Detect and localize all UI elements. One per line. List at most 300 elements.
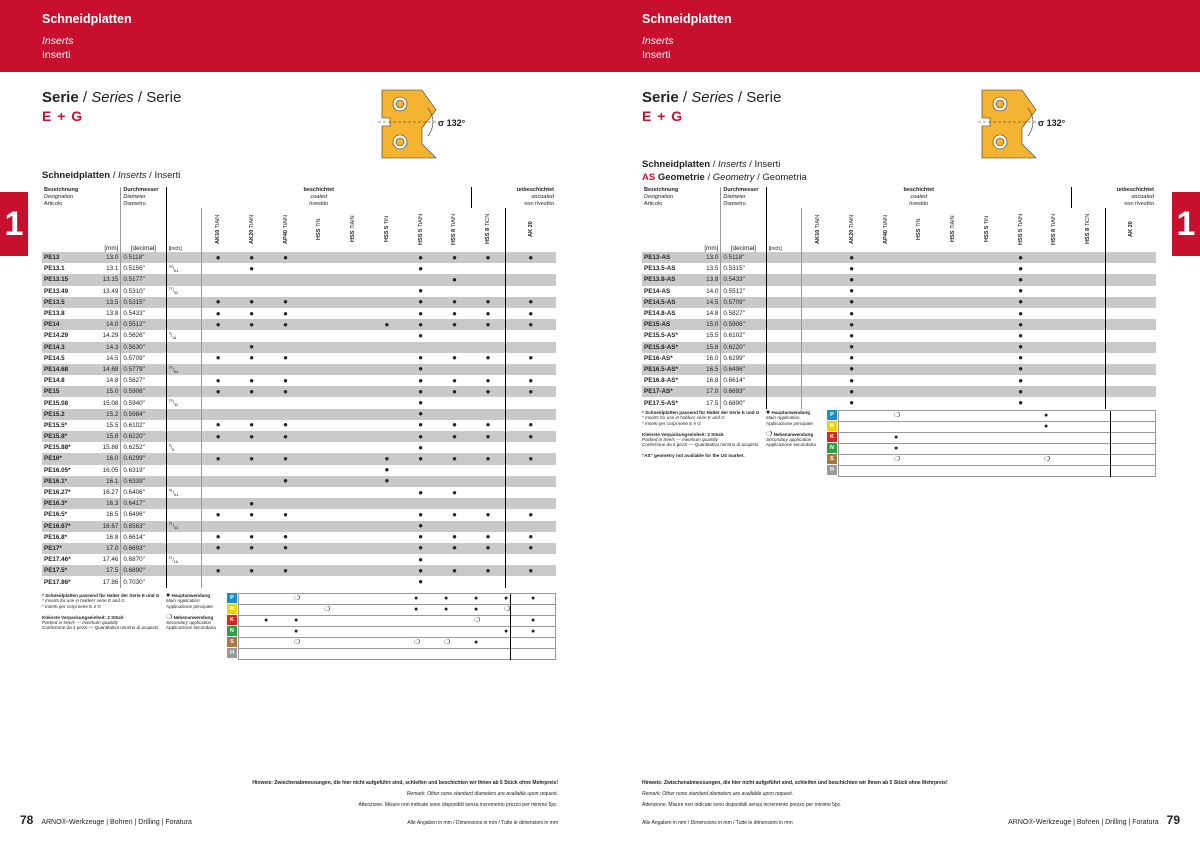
- geometry-de: Geometrie: [657, 172, 705, 183]
- hint-en: Remark: Other none standard diameters are available upon request.: [406, 791, 558, 797]
- subtitle-de: Schneidplatten: [42, 170, 111, 181]
- availability-cell: [269, 286, 303, 297]
- diameter-inch: [166, 319, 201, 330]
- availability-cell: [835, 308, 869, 319]
- availability-cell: [1105, 353, 1156, 364]
- availability-cell: [471, 286, 505, 297]
- availability-cell: [404, 465, 438, 476]
- availability-cell: [404, 431, 438, 442]
- article-code: PE13.8: [44, 310, 65, 318]
- availability-cell: [302, 319, 336, 330]
- diameter-decimal: 0.6220": [121, 431, 166, 442]
- availability-cell: [1038, 364, 1072, 375]
- diameter-mm: 13.8: [106, 310, 119, 318]
- availability-cell: [302, 330, 336, 341]
- availability-cell: [869, 330, 903, 341]
- availability-cell: [302, 252, 336, 263]
- diameter-inch: [166, 543, 201, 554]
- article-code: PE17.86*: [44, 578, 71, 586]
- available-dot: ●: [849, 353, 855, 363]
- availability-cell: [370, 476, 404, 487]
- banner-title: Schneidplatten: [42, 12, 132, 26]
- availability-cell: [302, 386, 336, 397]
- availability-cell: [404, 375, 438, 386]
- col-head-5: HSS 5 TiN: [383, 215, 390, 243]
- availability-cell: [269, 330, 303, 341]
- diameter-mm: 14.0: [706, 287, 719, 295]
- availability-cell: [1004, 386, 1038, 397]
- availability-cell: [869, 375, 903, 386]
- article-code: PE16*: [42, 453, 87, 464]
- diameter-mm: 14.5: [106, 354, 119, 362]
- availability-cell: [302, 576, 336, 587]
- availability-cell: [370, 431, 404, 442]
- availability-cell: [235, 554, 269, 565]
- availability-cell: [269, 554, 303, 565]
- article-code: PE17.46*: [44, 556, 71, 564]
- diameter-inch: [166, 509, 201, 520]
- available-dot: ●: [485, 252, 491, 262]
- diameter-mm: 14.0: [87, 319, 121, 330]
- availability-cell: [835, 353, 869, 364]
- availability-cell: [370, 386, 404, 397]
- availability-cell: [404, 409, 438, 420]
- availability-cell: [370, 364, 404, 375]
- availability-cell: [302, 409, 336, 420]
- available-dot: ●: [418, 375, 424, 385]
- col-head-7: HSS 8 TiAlN: [1051, 213, 1058, 245]
- available-dot: ●: [1018, 252, 1024, 262]
- available-dot: ●: [485, 319, 491, 329]
- col-diameter: Durchmesser Diameter Diametro: [721, 187, 766, 208]
- availability-cell: [404, 543, 438, 554]
- diameter-mm: 16.8: [106, 533, 119, 541]
- series-sep: /: [682, 89, 688, 106]
- availability-cell: [835, 397, 869, 408]
- available-dot: ●: [215, 453, 221, 463]
- article-code: PE15.5*: [44, 421, 68, 429]
- availability-cell: [336, 453, 370, 464]
- availability-cell: [269, 375, 303, 386]
- diameter-decimal: 0.5779": [121, 364, 166, 375]
- unit-decimal: [decimal]: [721, 208, 766, 252]
- availability-cell: [269, 263, 303, 274]
- availability-cell: [269, 565, 303, 576]
- availability-cell: [302, 308, 336, 319]
- available-dot: ●: [215, 252, 221, 262]
- unit-decimal: [decimal]: [121, 208, 166, 252]
- hint-de: Hinweis: Zwischenabmessungen, die hier nicht aufgeführt sind, schleifen und beschichten wir Ihnen ab 5 Stück ohne Mehrpreis!: [252, 780, 558, 786]
- available-dot: ●: [418, 409, 424, 419]
- availability-cell: [235, 308, 269, 319]
- availability-cell: [269, 353, 303, 364]
- diameter-mm: 16.0: [87, 453, 121, 464]
- article-code: PE16.27*: [44, 489, 71, 497]
- availability-cell: [336, 308, 370, 319]
- availability-cell: [201, 364, 235, 375]
- availability-cell: [404, 521, 438, 532]
- available-dot: ●: [418, 319, 424, 329]
- availability-cell: [302, 274, 336, 285]
- article-code: PE15-AS: [642, 319, 687, 330]
- article-code: PE16.1*: [42, 476, 87, 487]
- availability-cell: [1038, 274, 1072, 285]
- table-row: [642, 252, 1156, 263]
- chapter-tab: 1: [0, 192, 28, 256]
- availability-cell: [1004, 330, 1038, 341]
- availability-cell: [370, 375, 404, 386]
- availability-cell: [471, 274, 505, 285]
- availability-cell: [336, 319, 370, 330]
- availability-cell: [438, 397, 472, 408]
- availability-cell: [404, 319, 438, 330]
- diameter-decimal: 0.6406": [121, 487, 166, 498]
- material-code: K: [827, 432, 837, 442]
- availability-cell: [438, 498, 472, 509]
- availability-cell: [801, 330, 835, 341]
- article-code: PE16.8-AS*: [644, 377, 678, 385]
- available-dot: ●: [283, 386, 288, 396]
- available-dot: ●: [283, 420, 288, 430]
- available-dot: ●: [283, 353, 288, 363]
- available-dot: ●: [215, 420, 221, 430]
- table-row: [642, 319, 1156, 330]
- available-dot: ●: [452, 375, 457, 385]
- availability-cell: [201, 521, 235, 532]
- availability-cell: [302, 521, 336, 532]
- diameter-inch: [166, 453, 201, 464]
- availability-cell: [370, 420, 404, 431]
- diameter-mm: 14.5: [687, 297, 721, 308]
- availability-cell: [505, 319, 556, 330]
- availability-cell: [1038, 308, 1072, 319]
- availability-cell: [269, 498, 303, 509]
- available-dot: ●: [528, 375, 534, 385]
- availability-cell: [235, 375, 269, 386]
- angle-label: σ 132°: [438, 118, 466, 128]
- availability-cell: [302, 453, 336, 464]
- availability-cell: [970, 364, 1004, 375]
- article-code: PE15.88*: [44, 444, 71, 452]
- available-dot: ●: [418, 431, 424, 441]
- diameter-inch: [766, 308, 801, 319]
- available-dot: ●: [418, 286, 424, 296]
- availability-cell: [336, 286, 370, 297]
- table-row: [42, 543, 556, 554]
- article-code: PE13.15: [42, 274, 87, 285]
- legend-row: ● ● ❍ ●: [238, 616, 556, 627]
- available-dot: ●: [849, 252, 855, 262]
- table-row: [42, 319, 556, 330]
- available-dot: ●: [249, 252, 255, 262]
- table-row: [42, 297, 556, 308]
- article-code: PE15.2: [42, 409, 87, 420]
- diameter-inch: $^{41}/_{64}$: [166, 487, 201, 498]
- article-code: PE14-AS: [644, 287, 671, 295]
- available-dot: ●: [249, 532, 255, 542]
- availability-cell: [201, 554, 235, 565]
- availability-cell: [1105, 364, 1156, 375]
- available-dot: ●: [1018, 364, 1024, 374]
- material-code: H: [227, 648, 237, 658]
- available-dot: ●: [418, 453, 424, 463]
- available-dot: ●: [485, 509, 491, 519]
- available-dot: ●: [1018, 286, 1024, 296]
- availability-cell: [835, 297, 869, 308]
- availability-cell: [505, 532, 556, 543]
- banner-subtitle-en: Inserts: [642, 35, 674, 47]
- availability-cell: [1071, 353, 1105, 364]
- article-code: PE15.8-AS*: [642, 342, 687, 353]
- availability-cell: [869, 263, 903, 274]
- availability-cell: [505, 297, 556, 308]
- availability-cell: [471, 532, 505, 543]
- available-dot: ●: [418, 353, 424, 363]
- availability-cell: [235, 409, 269, 420]
- hint-en: Remark: Other none standard diameters are available upon request.: [642, 791, 794, 797]
- article-code: PE14: [42, 319, 87, 330]
- available-dot: ●: [849, 364, 855, 374]
- diameter-inch: [166, 431, 201, 442]
- availability-cell: [801, 252, 835, 263]
- availability-cell: [201, 532, 235, 543]
- availability-cell: [1071, 308, 1105, 319]
- availability-cell: [438, 543, 472, 554]
- availability-cell: [269, 543, 303, 554]
- availability-cell: [438, 330, 472, 341]
- col-head-0: AK10 TiAlN: [801, 208, 835, 252]
- diameter-inch: [766, 319, 801, 330]
- table-row: [42, 487, 556, 498]
- available-dot: ●: [283, 297, 288, 307]
- table-row: [42, 342, 556, 353]
- availability-cell: [471, 319, 505, 330]
- series-en: Series: [91, 89, 134, 106]
- availability-cell: [336, 465, 370, 476]
- availability-cell: [471, 465, 505, 476]
- diameter-decimal: 0.7030": [121, 576, 166, 587]
- diameter-mm: 17.0: [87, 543, 121, 554]
- availability-cell: [869, 286, 903, 297]
- availability-cell: [438, 554, 472, 565]
- diameter-mm: 16.5: [106, 511, 119, 519]
- article-code: PE17.5-AS*: [644, 399, 678, 407]
- hint-it: Attenzione. Misure non indicate sono disponibili senza incremento prezzo per minimo 5pc.: [642, 802, 842, 808]
- available-dot: ●: [1018, 308, 1024, 318]
- table-row: [42, 521, 556, 532]
- availability-cell: [269, 521, 303, 532]
- diameter-inch: [766, 375, 801, 386]
- availability-cell: [269, 509, 303, 520]
- availability-cell: [970, 274, 1004, 285]
- diameter-decimal: 0.5630": [121, 342, 166, 353]
- diameter-decimal: 0.5156": [121, 263, 166, 274]
- series-sep: /: [137, 89, 143, 106]
- subtitle-it: Inserti: [154, 170, 181, 181]
- availability-cell: [404, 252, 438, 263]
- availability-cell: [505, 364, 556, 375]
- banner-subtitle-en: Inserts: [42, 35, 74, 47]
- availability-cell: [336, 409, 370, 420]
- header-banner: [600, 0, 1200, 72]
- availability-cell: [1071, 375, 1105, 386]
- availability-cell: [336, 386, 370, 397]
- available-dot: ●: [849, 286, 855, 296]
- subtitle-en: Inserts: [718, 159, 747, 170]
- available-dot: ●: [418, 543, 424, 553]
- diameter-inch: [166, 420, 201, 431]
- availability-cell: [1105, 274, 1156, 285]
- availability-cell: [336, 364, 370, 375]
- available-dot: ●: [215, 509, 221, 519]
- availability-cell: [438, 521, 472, 532]
- legend-row: [238, 649, 556, 660]
- diameter-inch: [766, 342, 801, 353]
- availability-cell: [235, 386, 269, 397]
- availability-cell: [1038, 397, 1072, 408]
- table-row: [42, 576, 556, 587]
- diameter-mm: 16.27: [102, 489, 119, 497]
- availability-cell: [970, 297, 1004, 308]
- material-code: M: [827, 421, 837, 431]
- availability-cell: [970, 252, 1004, 263]
- available-dot: ●: [528, 543, 534, 553]
- table-row: [42, 476, 556, 487]
- availability-cell: [471, 576, 505, 587]
- availability-cell: [201, 342, 235, 353]
- footer-brand: ARNO®-Werkzeuge | Bohren | Drilling | Foratura: [41, 819, 192, 826]
- availability-cell: [970, 308, 1004, 319]
- availability-cell: [336, 509, 370, 520]
- availability-cell: [404, 308, 438, 319]
- availability-cell: [970, 386, 1004, 397]
- availability-cell: [370, 342, 404, 353]
- diameter-decimal: 0.6102": [121, 420, 166, 431]
- availability-cell: [370, 442, 404, 453]
- table-row: [42, 330, 556, 341]
- geometry-it: Geometria: [762, 172, 807, 183]
- availability-cell: [438, 420, 472, 431]
- diameter-inch: [766, 274, 801, 285]
- availability-cell: [235, 353, 269, 364]
- diameter-mm: 14.3: [87, 342, 121, 353]
- availability-cell: [801, 263, 835, 274]
- unit-mm: [mm]: [104, 245, 119, 252]
- availability-cell: [835, 286, 869, 297]
- available-dot: ●: [249, 297, 255, 307]
- article-code: PE14.8: [44, 377, 65, 385]
- table-row: [642, 397, 1156, 408]
- diameter-inch: [166, 409, 201, 420]
- availability-cell: [1038, 263, 1072, 274]
- diameter-decimal: 0.5709": [721, 297, 766, 308]
- availability-cell: [370, 397, 404, 408]
- series-it: Serie: [746, 89, 782, 106]
- available-dot: ●: [485, 532, 491, 542]
- diameter-mm: 15.8: [687, 342, 721, 353]
- availability-cell: [869, 308, 903, 319]
- availability-cell: [201, 274, 235, 285]
- availability-cell: [936, 319, 970, 330]
- diameter-mm: 13.0: [87, 252, 121, 263]
- available-dot: ●: [215, 375, 221, 385]
- available-dot: ●: [528, 532, 534, 542]
- availability-cell: [404, 565, 438, 576]
- availability-cell: [902, 330, 936, 341]
- available-dot: ●: [418, 330, 424, 340]
- availability-cell: [1105, 386, 1156, 397]
- availability-cell: [1038, 297, 1072, 308]
- availability-cell: [235, 509, 269, 520]
- availability-cell: [404, 532, 438, 543]
- available-dot: ●: [384, 453, 390, 463]
- available-dot: ●: [485, 375, 491, 385]
- series-de: Serie: [42, 89, 79, 106]
- availability-cell: [336, 442, 370, 453]
- diameter-decimal: 0.6693": [721, 386, 766, 397]
- availability-cell: [471, 476, 505, 487]
- availability-cell: [471, 397, 505, 408]
- available-dot: ●: [249, 431, 255, 441]
- available-dot: ●: [249, 420, 255, 430]
- availability-cell: [302, 532, 336, 543]
- left-legend: * Schneidplatten passend für Halter der Serie E und G * Inserts for use in holders serie E and G * Inserti per corpi serie E e G Kleinste Verpackungseinheit: 2 Stück Packed in tree/s — minimum quantity Confezione da 2 pezzi — Quantitativo minimo di acquisto ● Hauptanwendung Main Application Applicazione principale ❍ Nebenanwendung Secondary application Applicazione secondaria ❍ ● ● ● ● ● ❍ ● ● ● ❍ ● ● ❍ ● ● ● ● ❍ ❍ ❍ ● P M K N S H: [42, 593, 556, 663]
- availability-cell: [404, 487, 438, 498]
- availability-cell: [505, 286, 556, 297]
- available-dot: ●: [283, 431, 288, 441]
- availability-cell: [936, 286, 970, 297]
- availability-cell: [801, 342, 835, 353]
- availability-cell: [336, 375, 370, 386]
- available-dot: ●: [485, 353, 491, 363]
- availability-cell: [336, 498, 370, 509]
- diameter-inch: [166, 386, 201, 397]
- availability-cell: [1105, 330, 1156, 341]
- legend-row: ❍ ❍: [838, 455, 1156, 466]
- diameter-inch: [166, 252, 201, 263]
- diameter-mm: 16.0: [706, 354, 719, 362]
- unit-inch: [inch]: [166, 208, 201, 252]
- availability-cell: [201, 286, 235, 297]
- banner-title: Schneidplatten: [642, 12, 732, 26]
- availability-cell: [235, 576, 269, 587]
- diameter-decimal: 0.6890": [721, 397, 766, 408]
- availability-cell: [505, 330, 556, 341]
- availability-cell: [235, 330, 269, 341]
- availability-cell: [902, 274, 936, 285]
- series-de: Serie: [642, 89, 679, 106]
- availability-cell: [235, 453, 269, 464]
- availability-cell: [404, 263, 438, 274]
- availability-cell: [835, 386, 869, 397]
- availability-cell: [902, 364, 936, 375]
- availability-cell: [370, 543, 404, 554]
- table-row: [642, 364, 1156, 375]
- availability-cell: [869, 297, 903, 308]
- table-row: [42, 420, 556, 431]
- available-dot: ●: [1018, 398, 1024, 408]
- availability-cell: [438, 386, 472, 397]
- available-dot: ●: [283, 565, 288, 575]
- availability-cell: [336, 576, 370, 587]
- availability-cell: [505, 576, 556, 587]
- availability-cell: [1105, 263, 1156, 274]
- available-dot: ●: [418, 577, 424, 587]
- availability-cell: [370, 565, 404, 576]
- available-dot: ●: [249, 263, 255, 273]
- legend-row: ❍ ❍ ❍ ●: [238, 638, 556, 649]
- article-code: PE17.5*: [42, 565, 87, 576]
